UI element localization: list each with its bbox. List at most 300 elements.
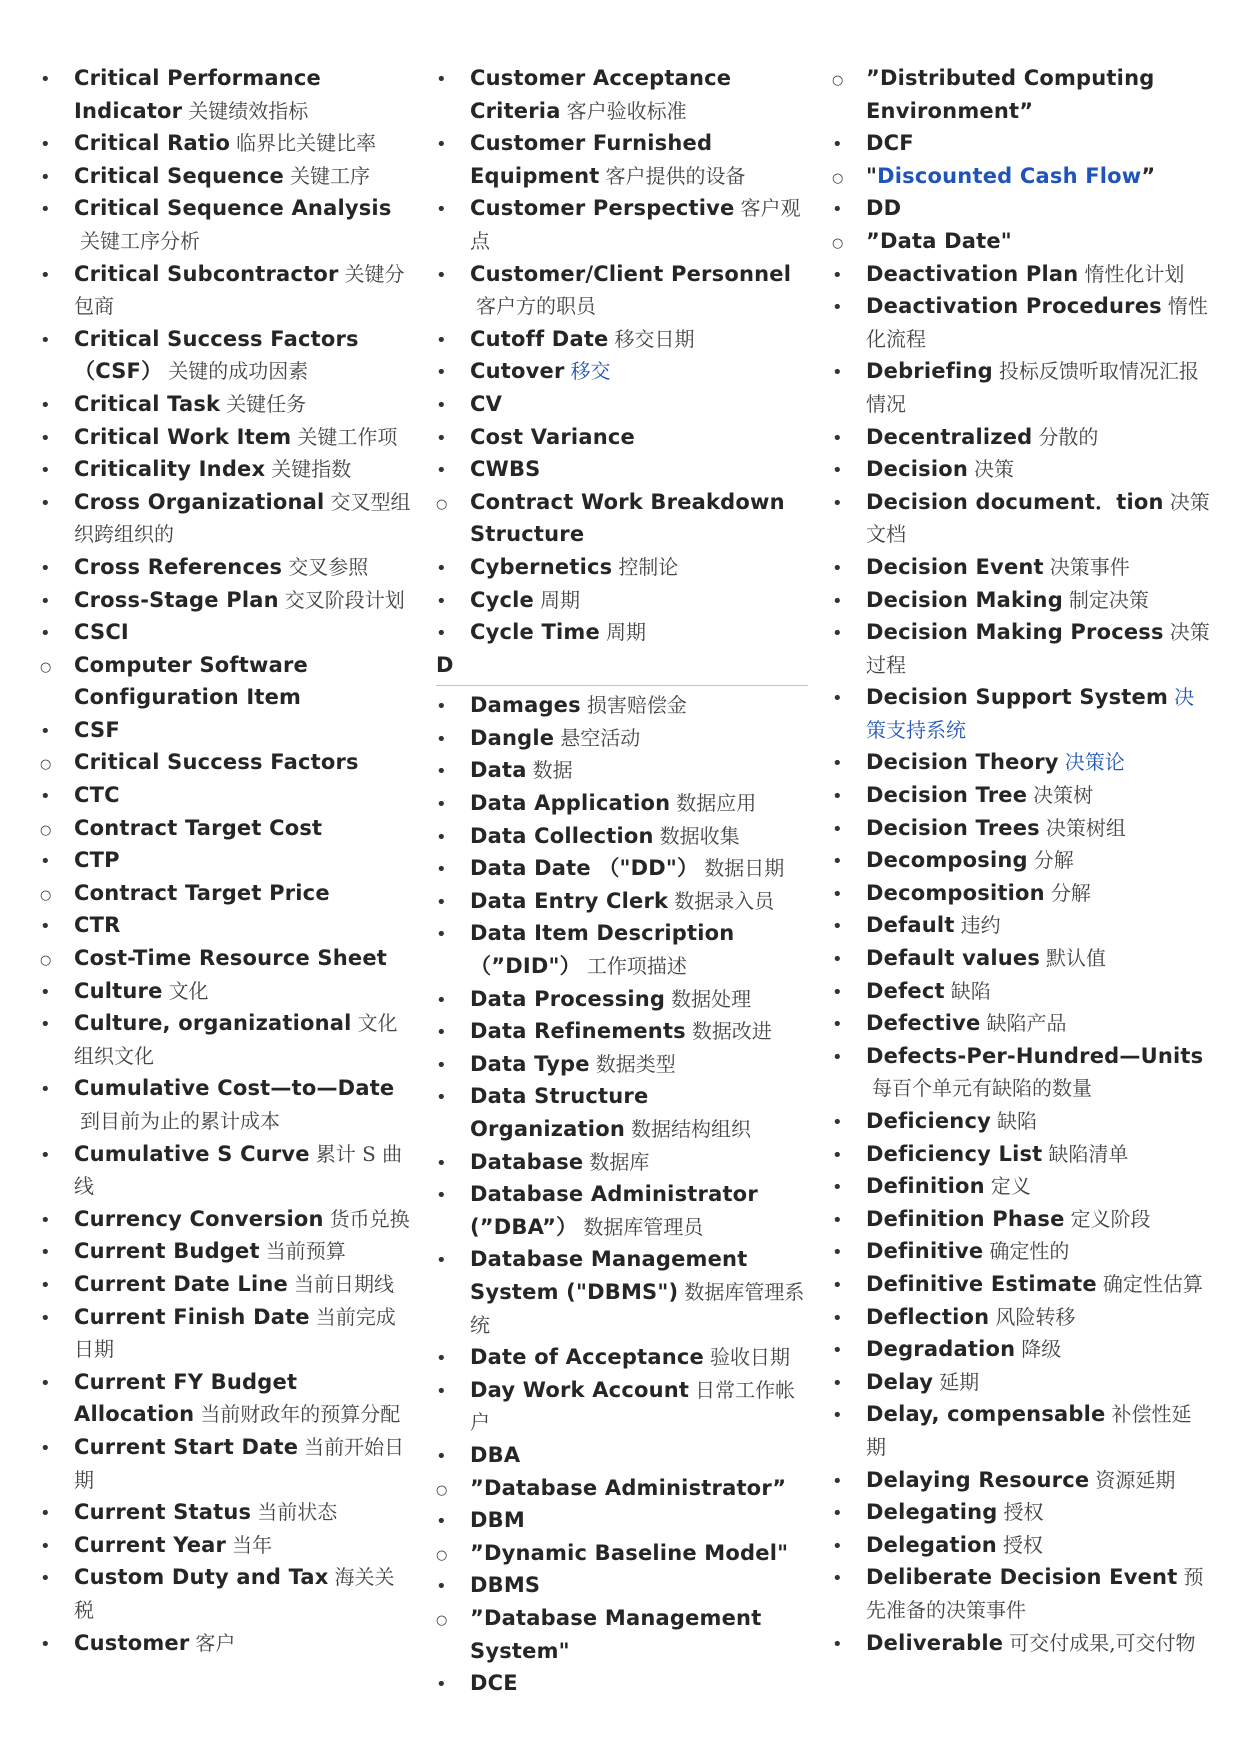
glossary-entry (40, 258, 412, 323)
entry-translation: 延期 (939, 1369, 980, 1394)
entry-translation: 数据处理 (671, 986, 752, 1011)
disc-bullet-icon (40, 127, 60, 162)
glossary-entry (832, 616, 1210, 681)
entry-translation: 关键分包商 (74, 261, 405, 319)
disc-bullet-icon (40, 844, 60, 879)
disc-bullet-icon (832, 1398, 852, 1433)
entry-term: Deliverable (866, 1630, 1004, 1655)
entry-term: Definition (866, 1174, 985, 1199)
entry-term: Critical Subcontractor (74, 261, 339, 286)
glossary-entry (832, 1333, 1210, 1366)
entry-translation: 可交付成果,可交付物 (1009, 1630, 1196, 1655)
glossary-entry (436, 820, 808, 853)
disc-bullet-icon (832, 1333, 852, 1368)
entry-translation: 惰性化计划 (1084, 261, 1185, 286)
glossary-entry (832, 1529, 1210, 1562)
disc-bullet-icon (436, 983, 456, 1018)
glossary-entry (436, 584, 808, 617)
glossary-entry (436, 421, 808, 454)
entry-translation: 分解 (1050, 880, 1091, 905)
disc-bullet-icon (832, 1561, 852, 1596)
disc-bullet-icon (832, 421, 852, 456)
glossary-column-3 (832, 62, 1210, 1659)
disc-bullet-icon (832, 1007, 852, 1042)
entry-term: Decision Tree (866, 783, 1028, 808)
entry-term: Deactivation Plan (866, 261, 1079, 286)
entry-term: Delay, compensable (866, 1402, 1106, 1427)
disc-bullet-icon (436, 127, 456, 162)
glossary-entry (832, 779, 1210, 812)
glossary-entry (832, 551, 1210, 584)
disc-bullet-icon (832, 1366, 852, 1401)
disc-bullet-icon (40, 1627, 60, 1662)
disc-bullet-icon (832, 1040, 852, 1075)
term-list (436, 689, 808, 1699)
circle-bullet-icon (40, 877, 60, 914)
circle-bullet-icon (436, 486, 456, 523)
disc-bullet-icon (436, 192, 456, 227)
entry-term: Contract Target Price (74, 880, 330, 905)
entry-translation: 关键的成功因素 (168, 359, 309, 384)
disc-bullet-icon (40, 1366, 60, 1401)
disc-bullet-icon (832, 1268, 852, 1303)
entry-term: Cross-Stage Plan (74, 587, 279, 612)
entry-term: Decision (866, 457, 968, 482)
glossary-entry (832, 942, 1210, 975)
disc-bullet-icon (436, 323, 456, 358)
entry-translation: 缺陷 (997, 1109, 1037, 1133)
entry-translation: 关键工序分析 (80, 228, 200, 253)
disc-bullet-icon (436, 258, 456, 293)
disc-bullet-icon (436, 1080, 456, 1115)
disc-bullet-icon (436, 551, 456, 586)
glossary-entry (832, 225, 1210, 258)
disc-bullet-icon (436, 453, 456, 488)
disc-bullet-icon (832, 877, 852, 912)
glossary-entry (436, 127, 808, 192)
disc-bullet-icon (832, 1301, 852, 1336)
glossary-column-2 (436, 62, 808, 1700)
disc-bullet-icon (436, 1048, 456, 1083)
entry-term: Delegation (866, 1532, 997, 1557)
entry-term: Current FY Budget Allocation (74, 1369, 298, 1427)
disc-bullet-icon (40, 1007, 60, 1042)
entry-translation: 当前财政年的预算分配 (200, 1402, 401, 1427)
entry-translation: 文化组织文化 (74, 1011, 398, 1068)
entry-term: Data Collection (470, 823, 654, 848)
entry-translation: 周期 (605, 620, 646, 645)
entry-translation: 授权 (1002, 1532, 1043, 1557)
disc-bullet-icon (832, 551, 852, 586)
glossary-entry (436, 1602, 808, 1667)
entry-translation: 补偿性延期 (866, 1402, 1192, 1459)
entry-translation: 货币兑换 (329, 1206, 410, 1231)
entry-translation: 确定性的 (989, 1239, 1070, 1264)
entry-term: Data Type (470, 1051, 590, 1076)
disc-bullet-icon (436, 1341, 456, 1376)
glossary-entry (436, 62, 808, 127)
entry-translation: 决策树组 (1045, 815, 1126, 840)
entry-translation: 违约 (960, 913, 1001, 938)
entry-translation: 悬空活动 (560, 725, 641, 750)
entry-term: Data Item Description （”DID"） (470, 921, 735, 979)
entry-term: Deflection (866, 1304, 990, 1329)
entry-term: Customer/Client Personnel (470, 261, 792, 286)
disc-bullet-icon (40, 1301, 60, 1336)
disc-bullet-icon (436, 885, 456, 920)
entry-translation: 客户验收标准 (566, 98, 687, 123)
entry-term: Contract Work Breakdown Structure (470, 489, 785, 547)
glossary-entry (40, 584, 412, 617)
entry-translation: 当前开始日期 (74, 1434, 405, 1492)
entry-term: DCF (866, 131, 914, 156)
glossary-entry (436, 258, 808, 323)
disc-bullet-icon (40, 421, 60, 456)
glossary-entry (832, 355, 1210, 420)
entry-term: ”Database Management System" (470, 1605, 762, 1663)
disc-bullet-icon (436, 388, 456, 423)
entry-term: Culture, organizational (74, 1011, 352, 1036)
circle-bullet-icon (436, 1537, 456, 1574)
entry-term: Current Finish Date (74, 1304, 310, 1329)
disc-bullet-icon (436, 62, 456, 97)
entry-translation: 缺陷清单 (1048, 1141, 1129, 1166)
glossary-entry (436, 616, 808, 649)
glossary-entry (40, 942, 412, 975)
glossary-entry (436, 1015, 808, 1048)
glossary-entry (832, 258, 1210, 291)
entry-term: Currency Conversion (74, 1206, 324, 1231)
glossary-entry (832, 812, 1210, 845)
disc-bullet-icon (40, 486, 60, 521)
entry-term: Definition Phase (866, 1206, 1065, 1231)
entry-translation: 当前日期线 (294, 1271, 394, 1296)
glossary-entry (832, 681, 1210, 746)
disc-bullet-icon (40, 1561, 60, 1596)
disc-bullet-icon (40, 616, 60, 651)
circle-bullet-icon (832, 62, 852, 99)
entry-translation: 当前状态 (257, 1500, 338, 1525)
entry-translation: 分解 (1033, 848, 1074, 873)
disc-bullet-icon (832, 1170, 852, 1205)
glossary-entry (436, 1569, 808, 1602)
entry-term: Decomposition (866, 880, 1045, 905)
entry-term: Contract Target Cost (74, 815, 323, 840)
entry-translation: 验收日期 (709, 1345, 790, 1370)
glossary-entry (832, 844, 1210, 877)
entry-term: Default (866, 913, 955, 938)
entry-translation: 缺陷 (950, 978, 991, 1003)
entry-term: Data Application (470, 791, 671, 816)
entry-term: Delegating (866, 1500, 998, 1525)
entry-translation: 数据日期 (704, 856, 785, 881)
entry-term: Current Date Line (74, 1271, 288, 1296)
disc-bullet-icon (436, 584, 456, 619)
glossary-entry (40, 160, 412, 193)
entry-translation: 数据库 (589, 1149, 650, 1174)
glossary-entry (832, 62, 1210, 127)
disc-bullet-icon (832, 1138, 852, 1173)
glossary-entry (436, 192, 808, 257)
entry-term: Critical Success Factors (74, 750, 359, 775)
disc-bullet-icon (832, 616, 852, 651)
entry-translation: 关键工序 (289, 163, 370, 188)
glossary-entry (436, 486, 808, 551)
glossary-entry (40, 1268, 412, 1301)
glossary-entry (40, 1235, 412, 1268)
entry-translation: 投标反馈听取情况汇报情况 (866, 359, 1199, 416)
disc-bullet-icon (40, 1203, 60, 1238)
entry-term: Database Administrator (”DBA”） (470, 1182, 758, 1239)
entry-term: Data Entry Clerk (470, 888, 669, 913)
entry-term: Date of Acceptance (470, 1345, 704, 1370)
disc-bullet-icon (832, 1203, 852, 1238)
glossary-entry (40, 812, 412, 845)
disc-bullet-icon (40, 779, 60, 814)
entry-term: Critical Sequence Analysis (74, 196, 392, 221)
glossary-entry (832, 1496, 1210, 1529)
entry-translation: 定义阶段 (1070, 1206, 1151, 1231)
entry-translation: 制定决策 (1068, 587, 1149, 612)
disc-bullet-icon (40, 1529, 60, 1564)
entry-translation: 交叉型组织跨组织的 (74, 489, 411, 547)
glossary-entry (40, 779, 412, 812)
entry-term: Decision Support System (866, 685, 1169, 710)
entry-term: Decision document．tion (866, 489, 1164, 514)
entry-term: Current Start Date (74, 1434, 299, 1459)
entry-term: Deactivation Procedures (866, 294, 1162, 319)
disc-bullet-icon (436, 355, 456, 390)
entry-term: ”Distributed Computing Environment” (866, 66, 1155, 123)
glossary-entry (832, 1464, 1210, 1497)
glossary-entry (436, 983, 808, 1016)
entry-translation: 每百个单元有缺陷的数量 (872, 1076, 1092, 1101)
entry-term: Defects-Per-Hundred—Units (866, 1043, 1204, 1068)
glossary-entry (40, 714, 412, 747)
disc-bullet-icon (436, 820, 456, 855)
entry-translation: 当年 (232, 1532, 273, 1557)
entry-translation: 当前完成日期 (74, 1304, 396, 1362)
glossary-entry (832, 1366, 1210, 1399)
entry-translation: 数据库管理系统 (470, 1279, 805, 1337)
disc-bullet-icon (832, 127, 852, 162)
glossary-entry (436, 1374, 808, 1439)
glossary-entry (436, 852, 808, 885)
entry-translation: 工作项描述 (586, 954, 687, 979)
glossary-entry (40, 1138, 412, 1203)
glossary-entry (436, 1537, 808, 1570)
disc-bullet-icon (832, 1627, 852, 1662)
disc-bullet-icon (832, 258, 852, 293)
entry-translation: 数据结构组织 (630, 1117, 751, 1141)
glossary-entry (40, 877, 412, 910)
entry-term: Culture (74, 978, 163, 1003)
disc-bullet-icon (40, 62, 60, 97)
entry-translation: 确定性估算 (1102, 1271, 1203, 1296)
disc-bullet-icon (832, 975, 852, 1010)
disc-bullet-icon (40, 1138, 60, 1173)
entry-term: Critical Performance Indicator (74, 66, 321, 123)
glossary-entry (40, 1007, 412, 1072)
entry-translation: 控制论 (618, 554, 679, 579)
entry-translation-link[interactable]: 决策支持系统 (866, 685, 1195, 742)
glossary-entry (436, 1048, 808, 1081)
entry-translation: 数据 (532, 758, 573, 783)
entry-term: Critical Work Item (74, 424, 292, 449)
entry-translation: 客户观点 (470, 196, 801, 253)
entry-term: Deficiency List (866, 1141, 1043, 1166)
glossary-entry (436, 1146, 808, 1179)
entry-translation: 数据应用 (676, 791, 757, 816)
entry-term: CWBS (470, 457, 541, 482)
glossary-entry (832, 421, 1210, 454)
disc-bullet-icon (40, 258, 60, 293)
circle-bullet-icon (832, 160, 852, 197)
entry-translation: 到目前为止的累计成本 (80, 1109, 280, 1133)
entry-translation: 关键指数 (271, 457, 352, 482)
glossary-entry (832, 1627, 1210, 1660)
entry-term: Delaying Resource (866, 1467, 1090, 1492)
entry-translation: 客户提供的设备 (605, 163, 746, 188)
disc-bullet-icon (436, 1439, 456, 1474)
entry-term: Day Work Account (470, 1377, 690, 1402)
entry-term: Delay (866, 1369, 934, 1394)
glossary-entry (40, 551, 412, 584)
disc-bullet-icon (40, 1496, 60, 1531)
entry-term: Cutover (470, 359, 565, 384)
circle-bullet-icon (436, 1602, 456, 1639)
entry-term: CSF (74, 717, 120, 742)
entry-translation: 定义 (990, 1174, 1031, 1199)
glossary-entry (832, 127, 1210, 160)
entry-term: Customer Acceptance Criteria (470, 66, 732, 123)
entry-translation: 降级 (1021, 1337, 1062, 1362)
entry-term: Customer (74, 1630, 190, 1655)
entry-term: Default values (866, 946, 1041, 971)
glossary-entry (436, 722, 808, 755)
entry-term: Decision Making Process (866, 620, 1164, 645)
glossary-entry (40, 975, 412, 1008)
entry-term: CTR (74, 913, 121, 938)
disc-bullet-icon (436, 1243, 456, 1278)
glossary-entry (40, 1072, 412, 1137)
disc-bullet-icon (40, 1072, 60, 1107)
entry-term: Decision Event (866, 554, 1044, 579)
entry-term: Cost-Time Resource Sheet (74, 946, 388, 971)
disc-bullet-icon (40, 551, 60, 586)
entry-translation: 临界比关键比率 (236, 131, 377, 156)
glossary-entry (40, 323, 412, 388)
disc-bullet-icon (436, 1374, 456, 1409)
entry-translation: 预先准备的决策事件 (866, 1565, 1204, 1622)
glossary-entry (40, 421, 412, 454)
disc-bullet-icon (436, 754, 456, 789)
disc-bullet-icon (436, 1667, 456, 1702)
entry-translation: 客户方的职员 (476, 294, 596, 319)
disc-bullet-icon (436, 421, 456, 456)
glossary-entry (436, 1178, 808, 1243)
entry-translation: 数据收集 (659, 823, 740, 848)
entry-term-link[interactable]: Discounted Cash Flow (877, 163, 1142, 188)
entry-term: Degradation (866, 1337, 1016, 1362)
glossary-entry (436, 551, 808, 584)
disc-bullet-icon (832, 844, 852, 879)
disc-bullet-icon (832, 746, 852, 781)
entry-translation: 关键绩效指标 (188, 98, 309, 123)
entry-term: Data (470, 758, 527, 783)
entry-translation: 累计 S 曲线 (74, 1141, 403, 1199)
entry-translation: 惰性化流程 (866, 294, 1208, 351)
entry-term: Customer Furnished Equipment (470, 131, 713, 188)
glossary-entry (436, 1667, 808, 1700)
glossary-entry (40, 909, 412, 942)
entry-term: Database (470, 1149, 584, 1174)
glossary-entry (832, 1203, 1210, 1236)
disc-bullet-icon (832, 681, 852, 716)
entry-translation: 决策文档 (866, 489, 1210, 547)
glossary-entry (436, 917, 808, 982)
entry-term: Decision Theory (866, 750, 1059, 775)
glossary-entry (436, 787, 808, 820)
entry-term: Customer Perspective (470, 196, 735, 221)
entry-translation: 默认值 (1046, 946, 1107, 971)
glossary-entry (436, 1080, 808, 1145)
entry-translation: 文化 (168, 978, 209, 1003)
disc-bullet-icon (832, 584, 852, 619)
glossary-entry (436, 1439, 808, 1472)
entry-translation: 客户 (195, 1630, 236, 1655)
glossary-entry (40, 127, 412, 160)
entry-term: Cybernetics (470, 554, 613, 579)
entry-term: Cross Organizational (74, 489, 325, 514)
entry-term: DD (866, 196, 902, 221)
circle-bullet-icon (40, 812, 60, 849)
entry-term: Decision Making (866, 587, 1063, 612)
entry-term: Critical Sequence (74, 163, 284, 188)
entry-translation: 数据库管理员 (583, 1214, 704, 1239)
entry-translation: 缺陷产品 (986, 1011, 1067, 1036)
entry-term: DBMS (470, 1573, 541, 1598)
disc-bullet-icon (436, 1015, 456, 1050)
disc-bullet-icon (832, 453, 852, 488)
entry-translation-link[interactable]: 移交 (570, 359, 611, 384)
entry-translation: 数据类型 (595, 1051, 676, 1076)
glossary-entry (436, 1341, 808, 1374)
glossary-column-1 (40, 62, 412, 1659)
disc-bullet-icon (832, 942, 852, 977)
circle-bullet-icon (40, 942, 60, 979)
disc-bullet-icon (40, 192, 60, 227)
glossary-entry (40, 746, 412, 779)
glossary-entry (436, 355, 808, 388)
disc-bullet-icon (832, 1235, 852, 1270)
glossary-entry (40, 388, 412, 421)
glossary-entry (436, 754, 808, 787)
entry-term: DBA (470, 1442, 521, 1467)
entry-translation-link[interactable]: 决策论 (1064, 750, 1125, 775)
entry-term: Debriefing (866, 359, 993, 384)
entry-term: CV (470, 391, 503, 416)
entry-translation: 数据改进 (691, 1019, 772, 1044)
entry-translation: 分散的 (1038, 424, 1099, 449)
entry-term: Database Management System ("DBMS") (470, 1247, 748, 1304)
entry-term: Current Status (74, 1500, 252, 1525)
entry-term: Decision Trees (866, 815, 1040, 840)
entry-translation: 风险转移 (995, 1304, 1076, 1329)
entry-term: Decomposing (866, 848, 1028, 873)
entry-translation: 交叉阶段计划 (284, 587, 405, 612)
entry-term: Data Refinements (470, 1019, 686, 1044)
